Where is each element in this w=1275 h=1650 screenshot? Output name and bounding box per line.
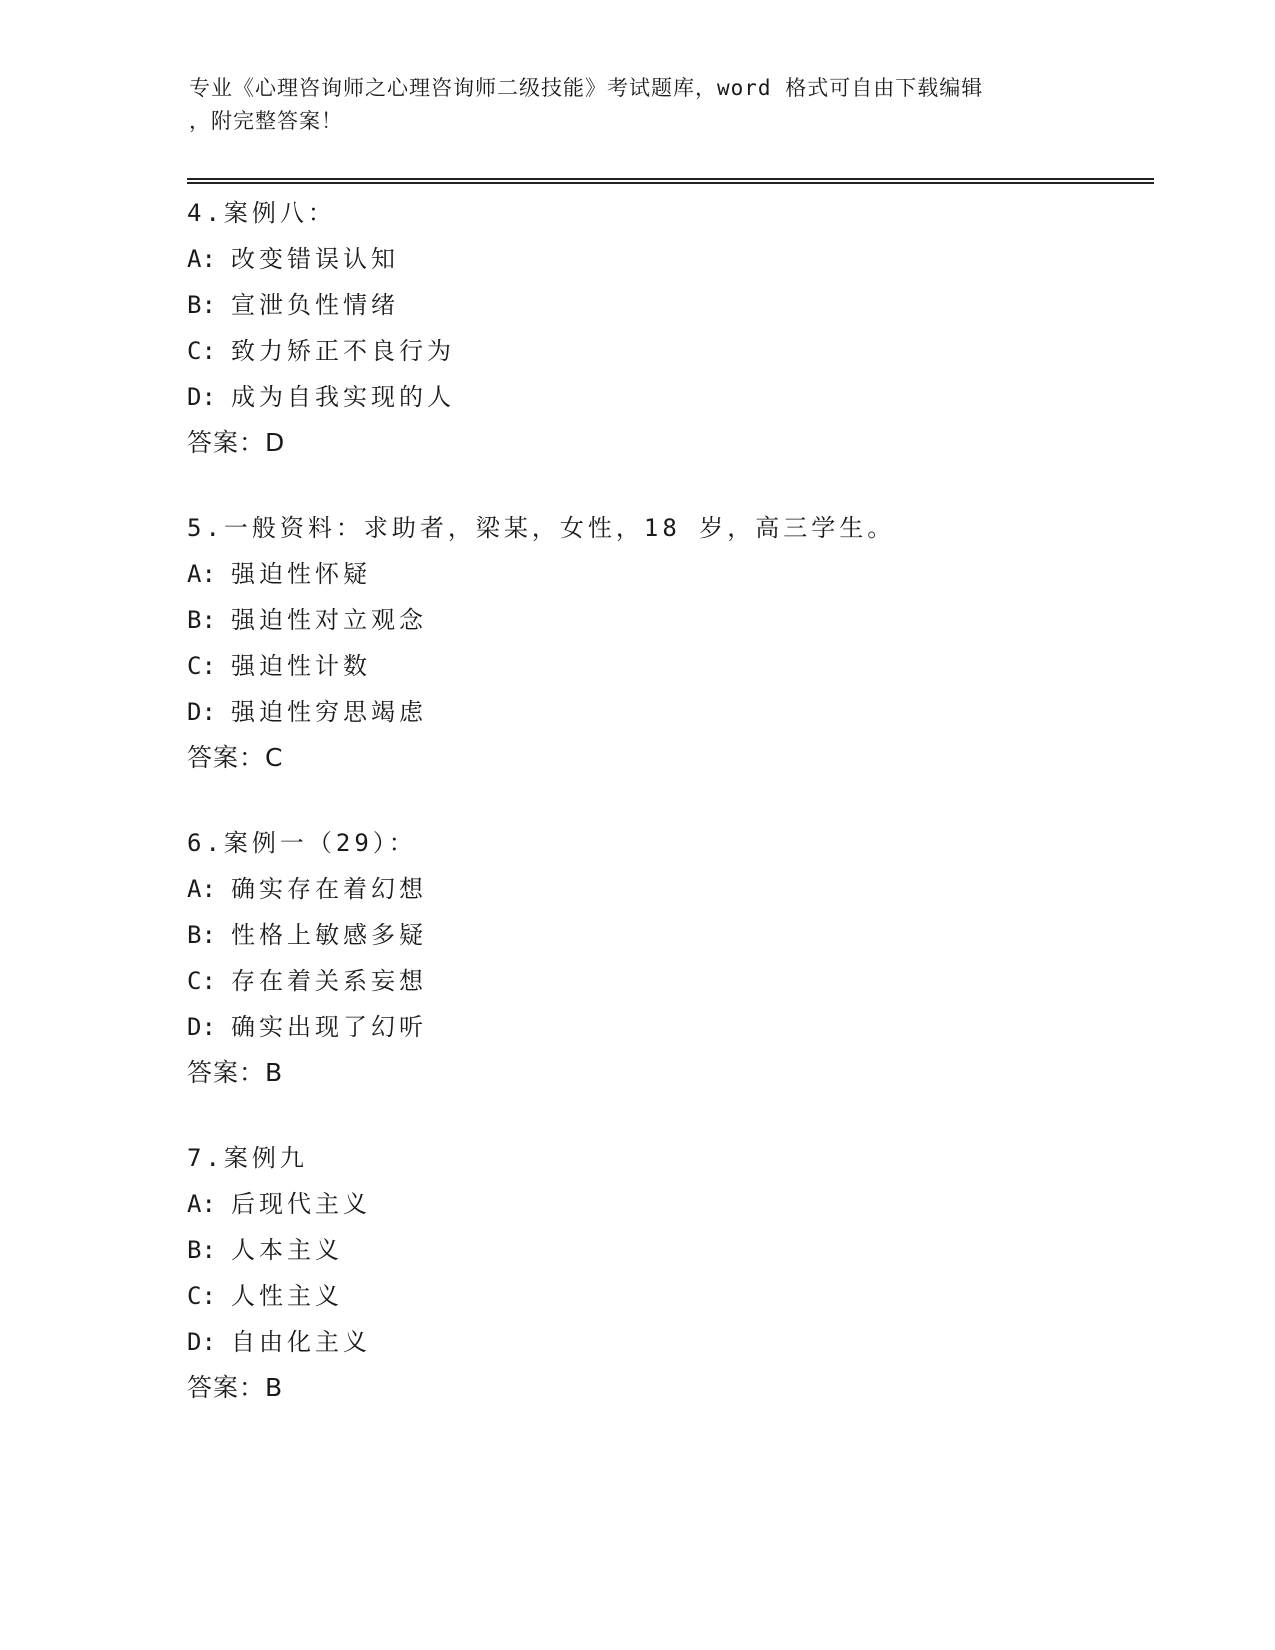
option-c <box>187 643 1187 689</box>
question-4 <box>187 190 1187 466</box>
option-text: 确实存在着幻想 <box>231 875 427 903</box>
question-7 <box>187 1135 1187 1411</box>
answer-line: 答案：B <box>187 1373 284 1402</box>
option-d <box>187 689 1187 735</box>
option-letter: D: <box>187 698 216 726</box>
option-text: 强迫性穷思竭虑 <box>231 698 427 726</box>
option-letter: B: <box>187 921 216 949</box>
option-d <box>187 1319 1187 1365</box>
question-6 <box>187 820 1187 1096</box>
option-text: 后现代主义 <box>231 1190 371 1218</box>
option-d <box>187 374 1187 420</box>
option-c <box>187 328 1187 374</box>
option-letter: C: <box>187 967 216 995</box>
option-d <box>187 1004 1187 1050</box>
option-b <box>187 912 1187 958</box>
question-title: 4.案例八： <box>187 199 336 227</box>
option-letter: B: <box>187 606 216 634</box>
option-text: 改变错误认知 <box>231 245 399 273</box>
option-letter: A: <box>187 875 216 903</box>
answer-line: 答案：D <box>187 428 286 457</box>
header-line-1: 专业《心理咨询师之心理咨询师二级技能》考试题库，word 格式可自由下载编辑 <box>189 76 984 100</box>
option-letter: D: <box>187 383 216 411</box>
option-letter: D: <box>187 1013 216 1041</box>
option-letter: C: <box>187 652 216 680</box>
option-text: 成为自我实现的人 <box>231 383 455 411</box>
option-b <box>187 282 1187 328</box>
option-letter: A: <box>187 560 216 588</box>
option-letter: C: <box>187 1282 216 1310</box>
option-letter: B: <box>187 1236 216 1264</box>
option-text: 人本主义 <box>231 1236 343 1264</box>
document-header <box>189 72 1089 138</box>
option-text: 强迫性计数 <box>231 652 371 680</box>
answer-line: 答案：C <box>187 743 284 772</box>
option-a <box>187 236 1187 282</box>
question-title: 5.一般资料：求助者，梁某，女性，18 岁，高三学生。 <box>187 514 896 542</box>
option-b <box>187 1227 1187 1273</box>
option-text: 致力矫正不良行为 <box>231 337 455 365</box>
option-letter: A: <box>187 245 216 273</box>
option-text: 性格上敏感多疑 <box>231 921 427 949</box>
option-letter: C: <box>187 337 216 365</box>
option-letter: A: <box>187 1190 216 1218</box>
question-title: 6.案例一（29）： <box>187 829 417 857</box>
question-5 <box>187 505 1187 781</box>
option-text: 强迫性对立观念 <box>231 606 427 634</box>
option-letter: D: <box>187 1328 216 1356</box>
option-c <box>187 1273 1187 1319</box>
option-text: 强迫性怀疑 <box>231 560 371 588</box>
option-text: 人性主义 <box>231 1282 343 1310</box>
option-a <box>187 1181 1187 1227</box>
option-b <box>187 597 1187 643</box>
header-line-2: ，附完整答案！ <box>189 109 343 133</box>
question-title: 7.案例九 <box>187 1144 308 1172</box>
option-text: 自由化主义 <box>231 1328 371 1356</box>
header-double-rule <box>187 178 1154 184</box>
option-text: 存在着关系妄想 <box>231 967 427 995</box>
answer-line: 答案：B <box>187 1058 284 1087</box>
option-letter: B: <box>187 291 216 319</box>
option-text: 宣泄负性情绪 <box>231 291 399 319</box>
option-a <box>187 866 1187 912</box>
option-a <box>187 551 1187 597</box>
option-text: 确实出现了幻听 <box>231 1013 427 1041</box>
option-c <box>187 958 1187 1004</box>
